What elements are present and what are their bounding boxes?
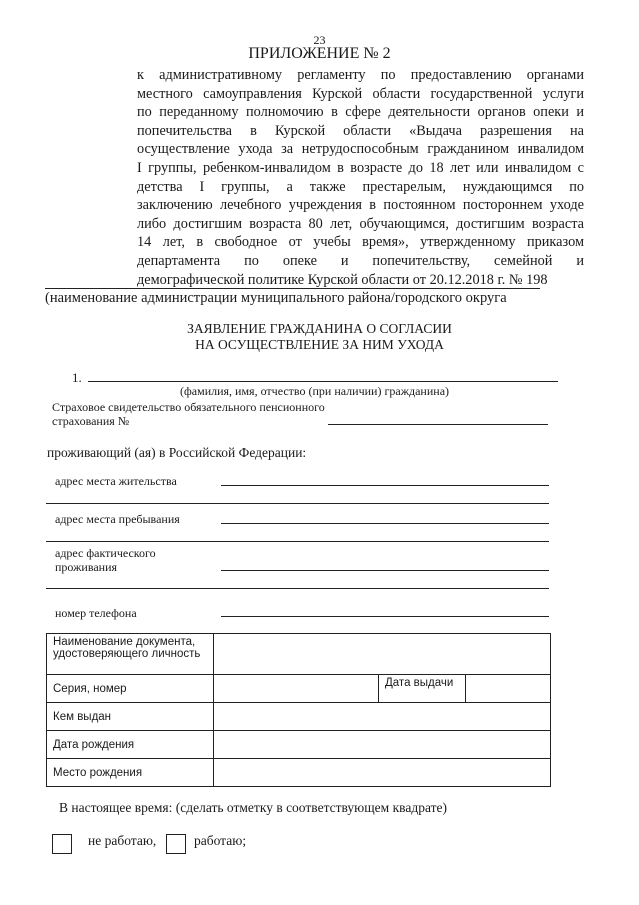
fio-field[interactable] [88, 381, 558, 382]
employment-prompt: В настоящее время: (сделать отметку в соответствующем квадрате) [59, 800, 447, 815]
address-residence-label: адрес места жительства [55, 474, 177, 488]
address-residence-field[interactable] [221, 485, 549, 486]
address-stay-field[interactable] [221, 523, 549, 524]
item-number: 1. [72, 370, 82, 385]
appendix-line: заключению лечебного учреждения в постоянном постороннем уходе [137, 197, 584, 214]
working-checkbox[interactable] [166, 834, 186, 854]
address-actual-field-2[interactable] [46, 588, 549, 589]
birth-date-label: Дата рождения [47, 731, 214, 759]
snils-field[interactable] [328, 424, 548, 425]
series-number-label: Серия, номер [47, 675, 214, 703]
admin-name-label: (наименование администрации муниципального района/городского округа [45, 290, 507, 306]
admin-name-field[interactable] [45, 288, 540, 289]
address-stay-label: адрес места пребывания [55, 512, 180, 526]
address-actual-field[interactable] [221, 570, 549, 571]
address-residence-field-2[interactable] [46, 503, 549, 504]
doc-name-label-line1: Наименование документа, [53, 636, 196, 648]
appendix-line: демографической политике Курской области от 20.12.2018 г. № 198 [137, 271, 548, 288]
identity-document-table [46, 633, 551, 787]
appendix-line: местного самоуправления Курской области государственной услуги [137, 85, 584, 102]
appendix-line: либо достигшим возраста 80 лет, обучающимся, достигшим возраста [137, 215, 584, 232]
issued-by-label: Кем выдан [47, 703, 214, 731]
appendix-text [137, 66, 584, 289]
series-number-field[interactable] [214, 675, 379, 703]
snils-label-2: страхования № [52, 414, 130, 428]
fio-caption: (фамилия, имя, отчество (при наличии) гражданина) [180, 384, 450, 398]
not-working-checkbox[interactable] [52, 834, 72, 854]
not-working-label: не работаю, [88, 833, 157, 848]
address-stay-field-2[interactable] [46, 541, 549, 542]
appendix-line: к административному регламенту по предоставлению органами [137, 67, 584, 83]
birth-date-field[interactable] [214, 731, 551, 759]
residing-label: проживающий (ая) в Российской Федерации: [47, 445, 307, 460]
appendix-line: попечительства в Курской области «Выдача разрешения на [137, 122, 584, 139]
working-label: работаю; [194, 833, 247, 848]
issue-date-label: Дата выдачи [379, 675, 466, 703]
birth-place-field[interactable] [214, 759, 551, 787]
doc-name-field[interactable] [214, 634, 551, 675]
appendix-title: ПРИЛОЖЕНИЕ № 2 [248, 45, 391, 62]
snils-label: Страховое свидетельство обязательного пенсионного [52, 400, 325, 414]
statement-title-line1: ЗАЯВЛЕНИЕ ГРАЖДАНИНА О СОГЛАСИИ [187, 321, 452, 336]
appendix-line: осуществление ухода за нетрудоспособным гражданином инвалидом [137, 141, 584, 158]
phone-field[interactable] [221, 616, 549, 617]
page-number: 23 [313, 33, 326, 47]
address-actual-label: адрес фактического [55, 546, 156, 560]
appendix-line: департамента по опеке и попечительству, семейной и [137, 252, 584, 269]
appendix-line: детства I группы, а также престарелым, нуждающимся по [137, 178, 584, 195]
doc-name-label [47, 634, 214, 675]
issue-date-field[interactable] [466, 675, 551, 703]
statement-title-line2: НА ОСУЩЕСТВЛЕНИЕ ЗА НИМ УХОДА [195, 337, 444, 352]
birth-place-label: Место рождения [47, 759, 214, 787]
address-actual-label-2: проживания [55, 560, 118, 574]
doc-name-label-line2: удостоверяющего личность [53, 648, 201, 660]
appendix-line: I группы, ребенком-инвалидом в возрасте до 18 лет или инвалидом с [137, 159, 584, 176]
appendix-line: 14 лет, в свободное от учебы время», утвержденному приказом [137, 234, 584, 251]
issued-by-field[interactable] [214, 703, 551, 731]
appendix-line: по переданному полномочию в сфере деятельности органов опеки и [137, 104, 584, 121]
phone-label: номер телефона [55, 606, 137, 620]
